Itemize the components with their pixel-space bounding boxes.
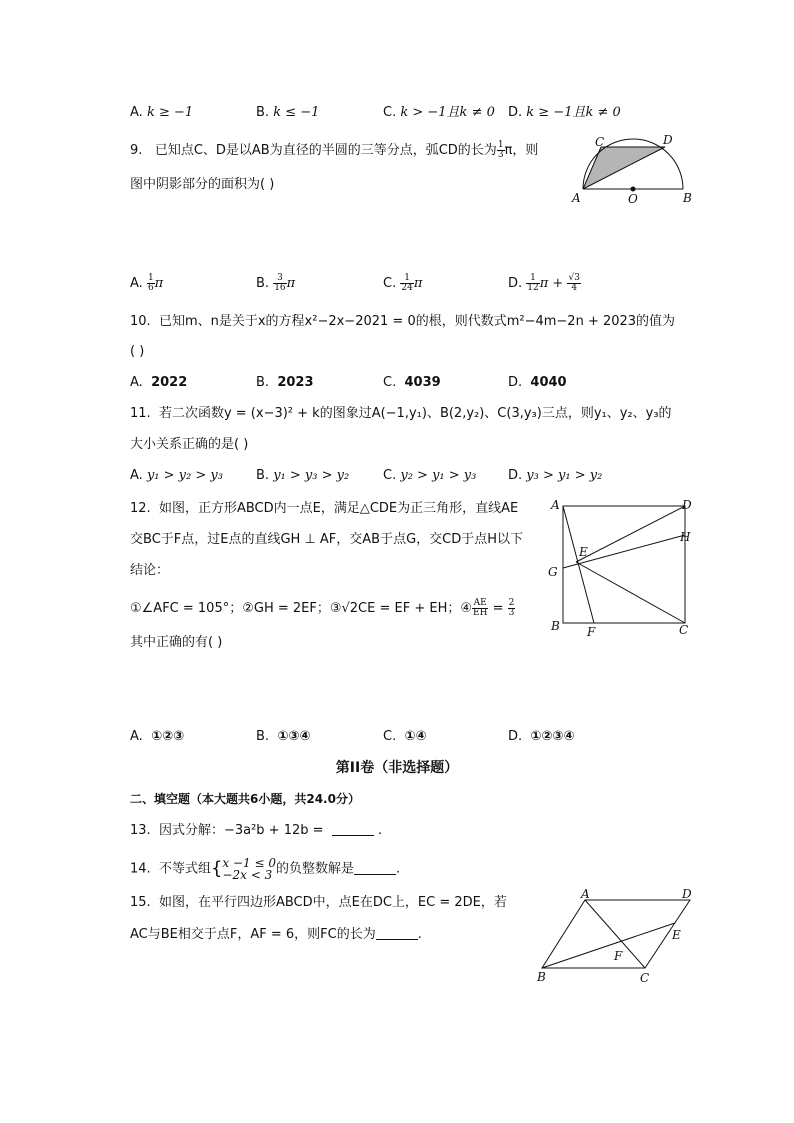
- q9-label-d: D: [663, 133, 673, 147]
- q12-label-f: F: [587, 625, 596, 639]
- q12-line-af: [563, 506, 594, 623]
- q15-question-line1: 15. 如图，在平行四边形ABCD中，点E在DC上，EC = 2DE，若: [130, 895, 507, 910]
- q10-option-a: A. 2022: [130, 375, 188, 390]
- q15-label-b: B: [537, 970, 546, 984]
- q11-option-a: A. y₁ > y₂ > y₃: [130, 468, 223, 483]
- q9-option-c: C. $\frac{1}{24}$ π: [383, 273, 423, 293]
- q15-question-line2: AC与BE相交于点F，AF = 6，则FC的长为 .: [130, 927, 422, 942]
- q9-label-c: C: [595, 135, 605, 149]
- q9-question-line2: 图中阴影部分的面积为( ): [130, 177, 275, 192]
- q15-label-f: F: [614, 949, 623, 963]
- q9-option-a: A. $\frac{1}{6}$ π: [130, 273, 164, 293]
- section2-subtitle: 二、填空题（本大题共6小题，共24.0分）: [130, 792, 360, 806]
- q15-answer-blank: [376, 927, 418, 940]
- q15-label-a: A: [581, 888, 590, 901]
- q12-label-h: H: [680, 530, 691, 544]
- q14-system: x −1 ≤ 0 −2x < 3: [222, 856, 277, 882]
- q9-question-line1: 9. 已知点C、D是以AB为直径的半圆的三等分点，弧CD的长为 $\frac{1}{3}$ π，则: [130, 140, 539, 160]
- q10-question-line1: 10. 已知m、n是关于x的方程x²−2x−2021 = 0的根，则代数式m²−4m−2n + 2023的值为: [130, 314, 676, 329]
- q11-option-c: C. y₂ > y₁ > y₃: [383, 468, 477, 483]
- q15-label-d: D: [682, 888, 692, 901]
- q12-option-b: B. ①③④: [256, 729, 311, 744]
- q9-label-b: B: [683, 191, 692, 205]
- q12-label-a: A: [551, 498, 560, 512]
- q14-brace: {: [210, 858, 223, 879]
- q9-option-b: B. $\frac{3}{16}$ π: [256, 273, 296, 293]
- q10-option-c: C. 4039: [383, 375, 441, 390]
- q12-option-d: D. ①②③④: [508, 729, 575, 744]
- q12-question-line2: 交BC于F点，过E点的直线GH ⊥ AF，交AB于点G，交CD于点H以下: [130, 532, 524, 547]
- q8-option-a: A. k ≥ −1: [130, 105, 194, 120]
- q12-label-d: D: [682, 498, 692, 512]
- q12-label-b: B: [551, 619, 560, 633]
- q10-question-line2: ( ): [130, 344, 145, 359]
- q10-option-d: D. 4040: [508, 375, 567, 390]
- q13-question: 13. 因式分解：−3a²b + 12b = .: [130, 823, 383, 838]
- q13-answer-blank: [332, 823, 374, 836]
- q8-option-c: C. k > −1且k ≠ 0: [383, 105, 495, 120]
- q14-question: 14. 不等式组{ x −1 ≤ 0 −2x < 3 的负整数解是 .: [130, 856, 401, 882]
- q12-option-c: C. ①④: [383, 729, 427, 744]
- q12-label-c: C: [679, 623, 689, 637]
- q15-parallelogram-figure: [530, 888, 700, 988]
- q15-line-be: [542, 923, 675, 968]
- q10-option-b: B. 2023: [256, 375, 314, 390]
- q15-label-e: E: [672, 928, 681, 942]
- q12-square-figure: [545, 494, 705, 640]
- q12-line-ce: [576, 562, 685, 623]
- q9-fraction: $\frac{1}{3}$: [497, 140, 504, 160]
- q9-center-point: [631, 187, 636, 192]
- q9-label-o: O: [628, 192, 638, 206]
- q9-option-d: D. $\frac{1}{12}$ π + $\frac{√3}{4}$: [508, 273, 580, 293]
- q11-option-d: D. y₃ > y₁ > y₂: [508, 468, 603, 483]
- q12-label-e: E: [579, 545, 588, 559]
- q12-label-g: G: [548, 565, 558, 579]
- q8-option-b: B. k ≤ −1: [256, 105, 320, 120]
- q12-line-de: [576, 506, 685, 562]
- q11-question-line1: 11. 若二次函数y = (x−3)² + k的图象过A(−1,y₁)、B(2,y₂)、C(3,y₃)三点，则y₁、y₂、y₃的: [130, 406, 672, 421]
- q12-option-a: A. ①②③: [130, 729, 185, 744]
- q9-semicircle-figure: [565, 132, 695, 206]
- q12-question-line3: 结论：: [130, 563, 170, 578]
- q11-option-b: B. y₁ > y₃ > y₂: [256, 468, 350, 483]
- section2-title: 第II卷（非选择题）: [335, 760, 459, 776]
- q9-label-a: A: [572, 191, 581, 205]
- q12-question-line1: 12. 如图，正方形ABCD内一点E，满足△CDE为正三角形，直线AE: [130, 501, 519, 516]
- q8-option-d: D. k ≥ −1且k ≠ 0: [508, 105, 621, 120]
- q15-label-c: C: [640, 971, 650, 985]
- q12-question-line5: 其中正确的有( ): [130, 635, 223, 650]
- q14-answer-blank: [354, 862, 396, 875]
- q12-conclusions: ①∠AFC = 105°；②GH = 2EF；③√2CE = EF + EH；④ $\frac{AE}{EH}$ = $\frac{2}{3}$: [130, 598, 515, 618]
- q11-question-line2: 大小关系正确的是( ): [130, 437, 249, 452]
